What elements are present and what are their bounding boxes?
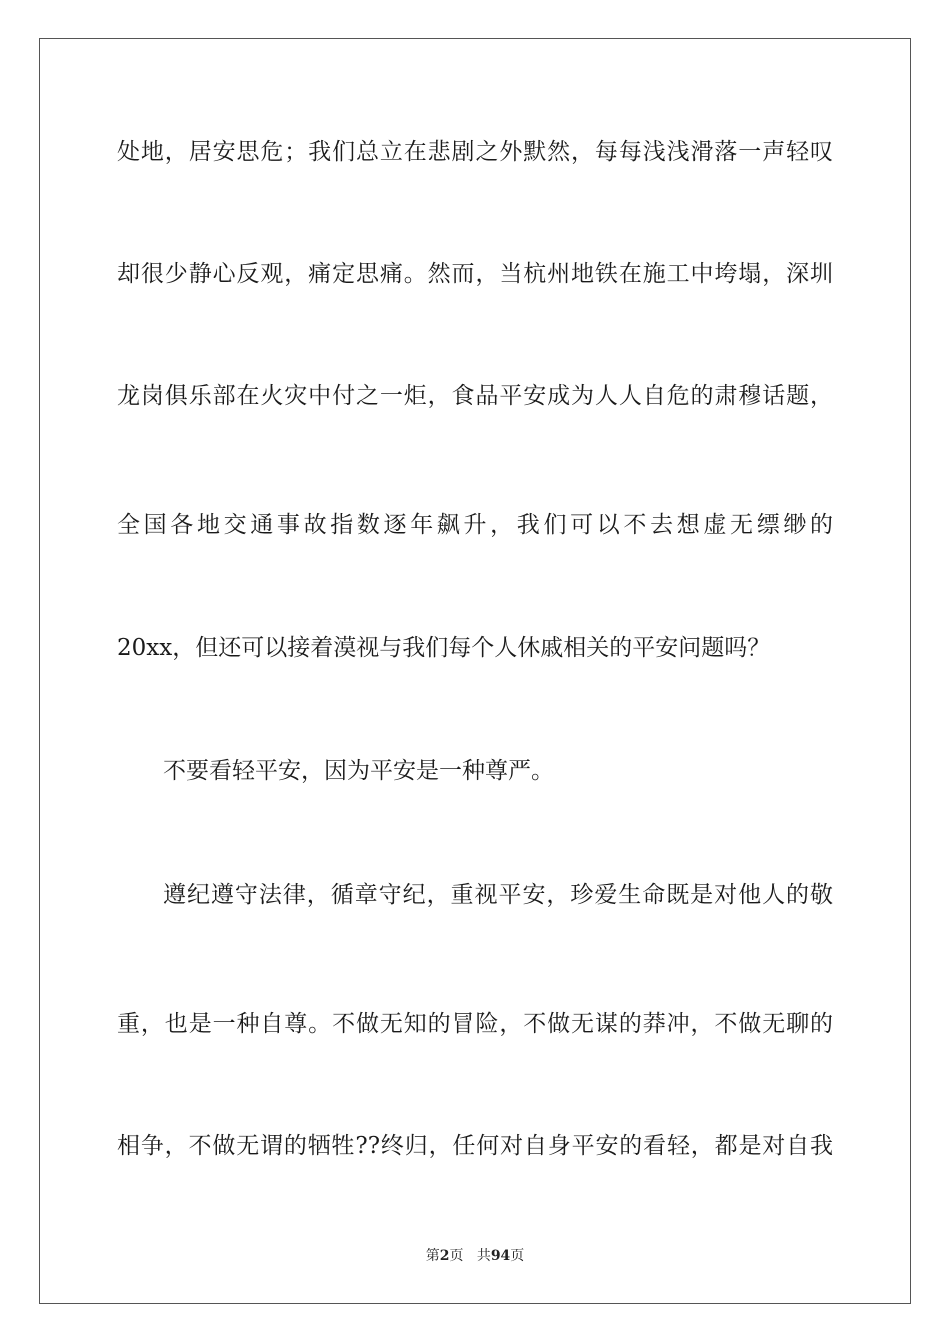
body-line-5: 20xx，但还可以接着漠视与我们每个人休戚相关的平安问题吗？ <box>117 635 771 661</box>
paragraph-heading-line: 不要看轻平安，因为平安是一种尊严。 <box>163 758 554 784</box>
footer-page-number: 2 <box>439 1248 450 1264</box>
footer-page-prefix: 第 <box>425 1248 440 1264</box>
page-footer <box>0 1247 950 1265</box>
body-line-2: 却很少静心反观，痛定思痛。然而，当杭州地铁在施工中垮塌，深圳 <box>117 261 833 287</box>
body-line-9: 相争，不做无谓的牺牲??终归，任何对自身平安的看轻，都是对自我 <box>117 1133 833 1159</box>
body-line-3: 龙岗俱乐部在火灾中付之一炬，食品平安成为人人自危的肃穆话题， <box>117 383 833 409</box>
footer-total-pages: 94 <box>490 1248 511 1264</box>
body-line-7: 遵纪遵守法律，循章守纪，重视平安，珍爱生命既是对他人的敬 <box>163 882 833 908</box>
footer-total-prefix: 共 <box>476 1248 491 1264</box>
footer-total-suffix: 页 <box>510 1248 525 1264</box>
footer-page-suffix: 页 <box>449 1248 464 1264</box>
body-line-8: 重，也是一种自尊。不做无知的冒险，不做无谋的莽冲，不做无聊的 <box>117 1011 833 1037</box>
body-line-1: 处地，居安思危；我们总立在悲剧之外默然，每每浅浅滑落一声轻叹 <box>117 139 833 165</box>
body-line-4: 全国各地交通事故指数逐年飙升，我们可以不去想虚无缥缈的 <box>117 512 833 538</box>
page-border <box>39 38 911 1304</box>
